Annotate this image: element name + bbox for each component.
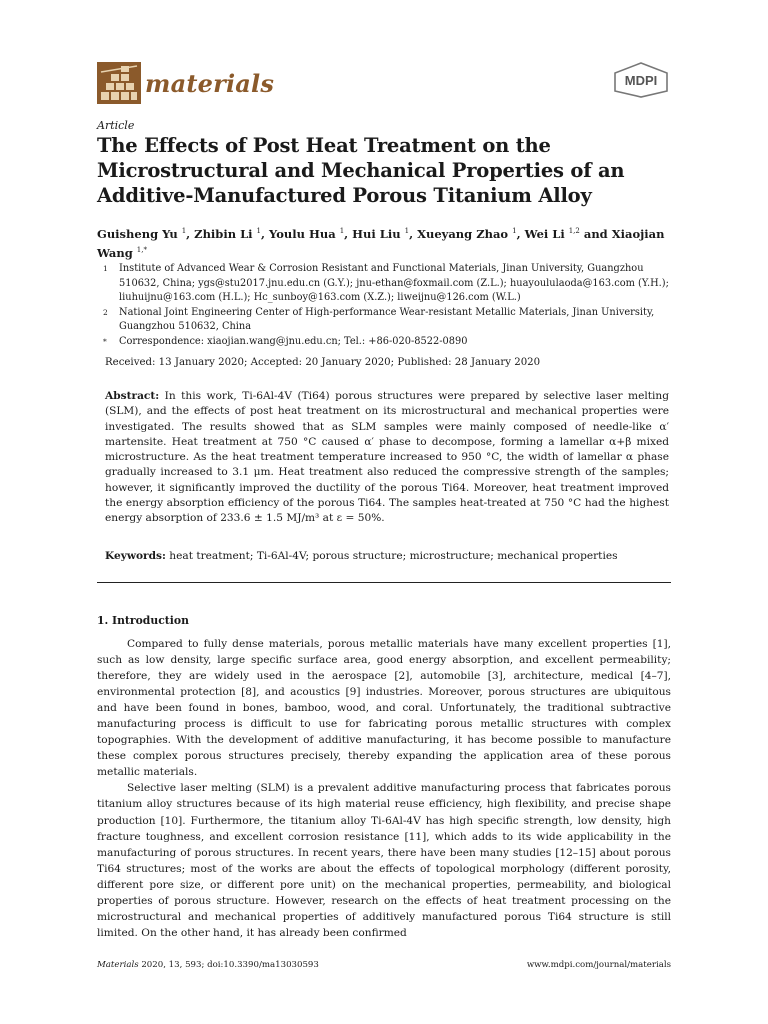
- affiliation-item: [103, 335, 678, 350]
- section-heading: 1. Introduction: [97, 614, 189, 627]
- affiliation-marker: *: [103, 336, 107, 346]
- affiliation-item: [103, 262, 678, 306]
- author-name: Youlu Hua: [269, 226, 340, 241]
- abstract: [105, 389, 669, 527]
- keywords-text: heat treatment; Ti-6Al-4V; porous structure; microstructure; mechanical properties: [169, 550, 618, 562]
- abstract-label: Abstract:: [105, 390, 160, 402]
- citation: [97, 960, 319, 970]
- affiliation-text: Institute of Advanced Wear & Corrosion Resistant and Functional Materials, Jinan University, Guangzhou 510632, China; ygs@stu2017.jnu.edu.cn (G.Y.); jnu-ethan@foxmail.com (Z.L.); huayoululaoda@163.com (Y.H.); liuhuijnu@163.com (H.L.); Hc_sunboy@163.com (X.Z.); liweijnu@126.com (W.L.): [119, 263, 669, 304]
- affiliation-item: [103, 306, 678, 335]
- article-title: The Effects of Post Heat Treatment on the Microstructural and Mechanical Properties of an Additive-Manufactured Porous Titanium Alloy: [97, 134, 625, 207]
- paragraph: Compared to fully dense materials, porous metallic materials have many excellent properties [1], such as low density, large specific surface area, good energy absorption, and excellent permeability; therefore, they are widely used in the aerospace [2], automobile [3], architecture, medical [4–7], environmental protection [8], and acoustics [9] industries. Moreover, porous structures are ubiquitous and have been found in bones, bamboo, wood, and coral. Unfortunately, the traditional subtractive manufacturing process is difficult to use for fabricating porous metallic structures with complex topographies. With the development of additive manufacturing, it has become possible to manufacture these complex porous structures precisely, thereby expanding the application area of these porous metallic materials.: [97, 638, 671, 779]
- affiliation-text: Correspondence: xiaojian.wang@jnu.edu.cn; Tel.: +86-020-8522-0890: [119, 335, 468, 347]
- section-divider: [97, 582, 671, 583]
- author-name: Xiaojian Wang: [97, 226, 665, 260]
- author-name: Guisheng Yu: [97, 226, 182, 241]
- page-footer: [97, 960, 671, 970]
- author-affiliation-marker: 1: [512, 227, 517, 235]
- keywords-label: Keywords:: [105, 550, 166, 562]
- affiliations: [103, 262, 678, 350]
- mdpi-logo-icon[interactable]: [612, 62, 670, 98]
- footer-journal: Materials: [97, 960, 139, 970]
- paragraph: Selective laser melting (SLM) is a prevalent additive manufacturing process that fabricates porous titanium alloy structures because of its high material reuse efficiency, high flexibility, and precise shape production [10]. Furthermore, the titanium alloy Ti-6Al-4V has high specific strength, low density, high fracture toughness, and excellent corrosion resistance [11], which adds to its wide applicability in the manufacturing of porous structures. In recent years, there have been many studies [12–15] about porous Ti64 structures; most of the works are about the effects of topological morphology (different porosity, different pore size, or different pore unit) on the mechanical properties, permeability, and biological properties of porous structure. However, research on the effects of heat treatment processing on the microstructural and mechanical properties of additively manufactured porous Ti64 structure is still limited. On the other hand, it has already been confirmed: [97, 782, 671, 939]
- materials-logo-icon: [97, 62, 141, 104]
- affiliation-marker: 2: [103, 307, 108, 317]
- author-affiliation-marker: 1: [339, 227, 345, 235]
- section-body: [97, 636, 671, 941]
- abstract-text: In this work, Ti-6Al-4V (Ti64) porous structures were prepared by selective laser melting (SLM), and the effects of post heat treatment on its microstructural and mechanical properties were investigated. The results showed that as SLM samples were mainly composed of needle-like α′ martensite. Heat treatment at 750 °C caused α′ phase to decompose, forming a lamellar α+β mixed microstructure. As the heat treatment temperature increased to 950 °C, the width of lamellar α phase gradually increased to 3.1 μm. Heat treatment also reduced the compressive strength of the samples; however, it significantly improved the ductility of the porous Ti64. Moreover, heat treatment improved the energy absorption efficiency of the porous Ti64. The samples heat-treated at 750 °C had the highest energy absorption of 233.6 ± 1.5 MJ/m³ at ε = 50%.: [105, 390, 669, 525]
- publisher-name: MDPI: [624, 73, 658, 88]
- author-affiliation-marker: 1: [404, 227, 410, 235]
- keywords: [105, 550, 669, 562]
- journal-logo[interactable]: [97, 62, 274, 104]
- journal-name: materials: [145, 68, 275, 98]
- author-affiliation-marker: 1: [256, 227, 261, 235]
- article-type: Article: [97, 119, 135, 132]
- author-affiliation-marker: 1: [181, 227, 187, 235]
- author-list: Guisheng Yu $^1$, Zhibin Li $^1$, Youlu Hua $^1$, Hui Liu $^1$, Xueyang Zhao $^1$, Wei Li $^{1,2}$ and Xiaojian Wang $^{1,*}$: [97, 226, 665, 260]
- journal-url-link[interactable]: www.mdpi.com/journal/materials: [526, 960, 671, 970]
- footer-citation: 2020, 13, 593; doi:10.3390/ma13030593: [141, 960, 319, 970]
- affiliation-text: National Joint Engineering Center of High-performance Wear-resistant Metallic Materials, Jinan University, Guangzhou 510632, China: [119, 306, 655, 333]
- author-name: Xueyang Zhao: [417, 226, 513, 241]
- affiliation-marker: 1: [103, 264, 108, 273]
- author-name: Zhibin Li: [194, 226, 257, 241]
- author-affiliation-marker: 1,*: [136, 245, 147, 254]
- author-name: Wei Li: [524, 226, 569, 241]
- publication-dates: Received: 13 January 2020; Accepted: 20 January 2020; Published: 28 January 2020: [105, 357, 541, 368]
- author-affiliation-marker: 1,2: [568, 227, 580, 235]
- author-name: Hui Liu: [352, 226, 405, 241]
